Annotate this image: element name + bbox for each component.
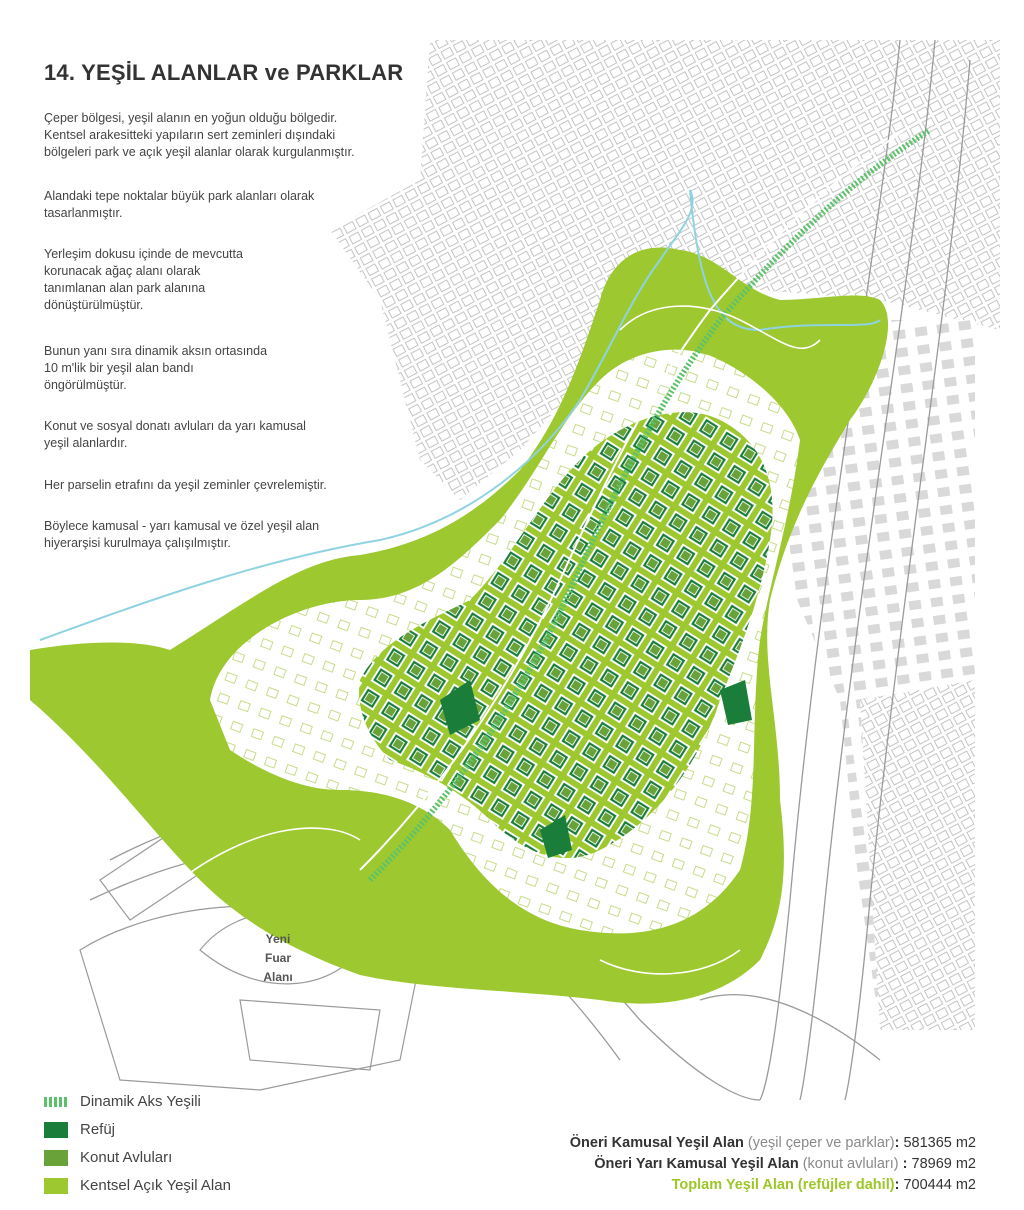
paragraph-7 [44, 518, 424, 552]
stat-value: 581365 m2 [903, 1135, 976, 1151]
legend-item-kentsel-acik-yesil [44, 1174, 364, 1197]
stat-note: (konut avluları) [802, 1156, 899, 1172]
paragraph-1-line-2: Kentsel arakesitteki yapıların sert zeminleri dışındaki [44, 128, 336, 142]
fair-label-line-2: Fuar [264, 951, 291, 965]
map-legend [44, 1090, 364, 1202]
paragraph-5 [44, 418, 424, 452]
stat-value: 78969 m2 [911, 1156, 976, 1172]
legend-label: Dinamik Aks Yeşili [80, 1093, 201, 1110]
paragraph-5-line-1: Konut ve sosyal donatı avluları da yarı kamusal [44, 419, 306, 433]
legend-item-refuj [44, 1118, 364, 1141]
paragraph-4-line-1: Bunun yanı sıra dinamik aksın ortasında [44, 344, 268, 358]
paragraph-3-line-3: tanımlanan alan park alanına [44, 281, 206, 295]
stat-separator: : [894, 1177, 900, 1193]
legend-item-konut-avlulari [44, 1146, 364, 1169]
paragraph-4-line-2: 10 m'lik bir yeşil alan bandı [44, 361, 194, 375]
paragraph-1-line-1: Çeper bölgesi, yeşil alanın en yoğun olduğu bölgedir. [44, 111, 338, 125]
dinamik-aks-swatch [44, 1097, 68, 1107]
stat-separator: : [894, 1135, 900, 1151]
stat-public-green [570, 1133, 976, 1154]
paragraph-3 [44, 246, 424, 314]
green-area-statistics [570, 1133, 976, 1196]
paragraph-3-line-1: Yerleşim dokusu içinde de mevcutta [44, 247, 243, 261]
paragraph-3-line-2: korunacak ağaç alanı olarak [44, 264, 201, 278]
fair-label-line-1: Yeni [265, 932, 291, 946]
paragraph-6 [44, 477, 424, 494]
stat-note: (yeşil çeper ve parklar) [747, 1135, 895, 1151]
stat-label: Toplam Yeşil Alan (refüjler dahil) [671, 1177, 895, 1193]
paragraph-2-line-2: tasarlanmıştır. [44, 206, 123, 220]
page-title: 14. YEŞİL ALANLAR ve PARKLAR [44, 60, 404, 85]
stat-semi-public-green [570, 1154, 976, 1175]
stat-value: 700444 m2 [903, 1177, 976, 1193]
stat-label: Öneri Kamusal Yeşil Alan [569, 1135, 744, 1151]
paragraph-2 [44, 188, 424, 222]
stat-label: Öneri Yarı Kamusal Yeşil Alan [594, 1156, 799, 1172]
paragraph-1 [44, 110, 424, 161]
legend-label: Kentsel Açık Yeşil Alan [80, 1177, 231, 1194]
stat-separator: : [898, 1156, 908, 1172]
paragraph-4 [44, 343, 424, 394]
paragraph-4-line-3: öngörülmüştür. [44, 378, 127, 392]
legend-label: Konut Avluları [80, 1149, 173, 1166]
paragraph-7-line-2: hiyerarşisi kurulmaya çalışılmıştır. [44, 536, 231, 550]
paragraph-1-line-3: bölgeleri park ve açık yeşil alanlar olarak kurgulanmıştır. [44, 145, 355, 159]
paragraph-5-line-2: yeşil alanlardır. [44, 436, 128, 450]
paragraph-6-line-1: Her parselin etrafını da yeşil zeminler çevrelemiştir. [44, 478, 327, 492]
legend-item-dinamik-aks [44, 1090, 364, 1113]
paragraph-3-line-4: dönüştürülmüştür. [44, 298, 144, 312]
paragraph-2-line-1: Alandaki tepe noktalar büyük park alanları olarak [44, 189, 315, 203]
stat-total-green [570, 1175, 976, 1196]
legend-label: Refüj [80, 1121, 116, 1138]
konut-avlulari-swatch [44, 1150, 68, 1166]
fair-area-label [258, 930, 298, 987]
existing-fabric-right [860, 680, 975, 1030]
fair-label-line-3: Alanı [263, 970, 293, 984]
paragraph-7-line-1: Böylece kamusal - yarı kamusal ve özel yeşil alan [44, 519, 320, 533]
refuj-swatch [44, 1122, 68, 1138]
kentsel-acik-yesil-swatch [44, 1178, 68, 1194]
